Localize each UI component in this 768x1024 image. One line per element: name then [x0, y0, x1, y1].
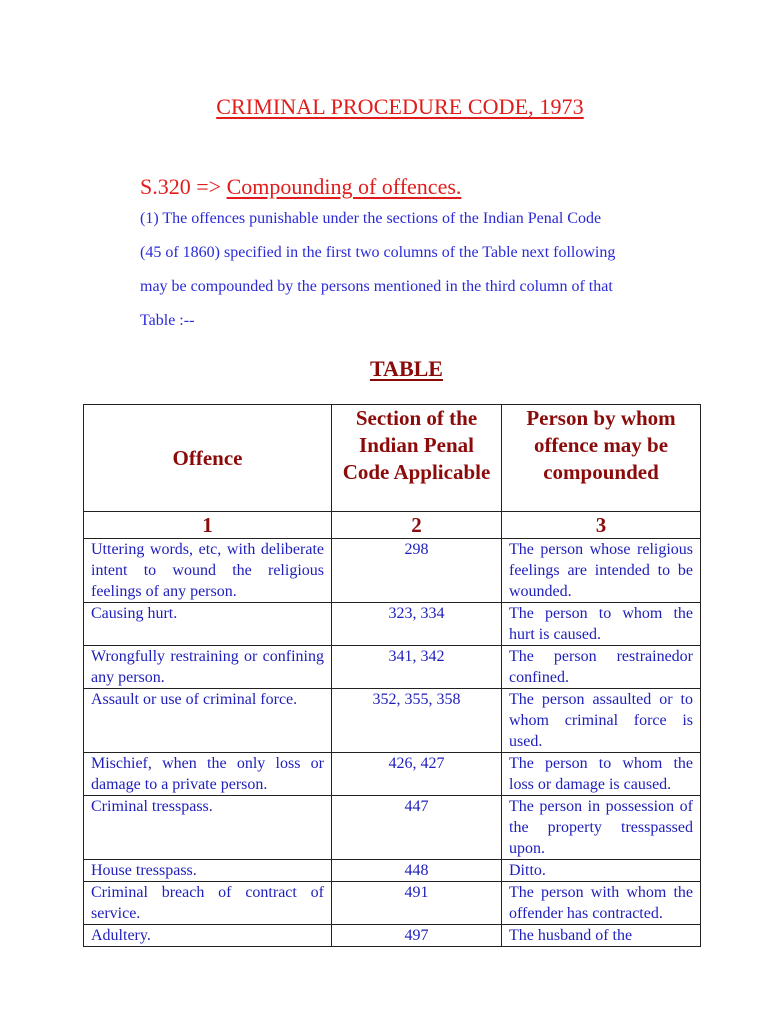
- column-number: 2: [332, 512, 502, 539]
- section-cell: 491: [332, 882, 502, 925]
- person-cell: The person to whom the hurt is caused.: [502, 603, 701, 646]
- person-cell-text: The husband of the: [509, 927, 633, 944]
- section-cell: 497: [332, 925, 502, 947]
- offence-cell: House tresspass.: [84, 860, 332, 882]
- person-cell: The person to whom the loss or damage is caused.: [502, 753, 701, 796]
- offence-cell: Assault or use of criminal force.: [84, 689, 332, 753]
- person-cell: The person assaulted or to whom criminal force is used.: [502, 689, 701, 753]
- offences-table: [83, 404, 701, 947]
- table-row: [84, 925, 701, 947]
- table-row: [84, 689, 701, 753]
- section-number: S.320 =>: [140, 174, 227, 199]
- paragraph-line: may be compounded by the persons mentioned in the third column of that: [140, 278, 613, 295]
- offence-cell: Criminal tresspass.: [84, 796, 332, 860]
- offence-cell: Mischief, when the only loss or damage to a private person.: [84, 753, 332, 796]
- section-heading: [140, 174, 461, 200]
- table-title: TABLE: [370, 356, 443, 381]
- column-number-row: [84, 512, 701, 539]
- offence-cell: Uttering words, etc, with deliberate intent to wound the religious feelings of any person.: [84, 539, 332, 603]
- offence-cell: Adultery.: [84, 925, 332, 947]
- document-title: CRIMINAL PROCEDURE CODE, 1973: [216, 94, 584, 119]
- header-section: Section of the Indian Penal Code Applicable: [332, 405, 502, 512]
- table-row: [84, 603, 701, 646]
- table-row: [84, 646, 701, 689]
- paragraph-line: (1) The offences punishable under the sections of the Indian Penal Code: [140, 210, 602, 227]
- section-cell: 447: [332, 796, 502, 860]
- table-row: [84, 860, 701, 882]
- table-row: [84, 539, 701, 603]
- paragraph-line: Table :--: [140, 312, 195, 329]
- person-cell: [502, 925, 701, 947]
- offence-cell: Criminal breach of contract of service.: [84, 882, 332, 925]
- person-cell: The person whose religious feelings are intended to be wounded.: [502, 539, 701, 603]
- section-cell: 298: [332, 539, 502, 603]
- section-cell: 448: [332, 860, 502, 882]
- column-number: 3: [502, 512, 701, 539]
- offence-cell: Causing hurt.: [84, 603, 332, 646]
- section-title: Compounding of offences.: [226, 174, 462, 199]
- section-cell: 323, 334: [332, 603, 502, 646]
- section-paragraph: [140, 202, 700, 338]
- header-offence: Offence: [84, 405, 332, 512]
- paragraph-line: (45 of 1860) specified in the first two columns of the Table next following: [140, 244, 616, 261]
- section-cell: 341, 342: [332, 646, 502, 689]
- person-cell: Ditto.: [502, 860, 701, 882]
- person-cell: The person with whom the offender has contracted.: [502, 882, 701, 925]
- table-row: [84, 753, 701, 796]
- person-cell: The person in possession of the property tresspassed upon.: [502, 796, 701, 860]
- section-cell: 352, 355, 358: [332, 689, 502, 753]
- header-person: Person by whom offence may be compounded: [502, 405, 701, 512]
- table-header-row: [84, 405, 701, 512]
- section-cell: 426, 427: [332, 753, 502, 796]
- person-cell: The person restrainedor confined.: [502, 646, 701, 689]
- table-row: [84, 882, 701, 925]
- offence-cell: Wrongfully restraining or confining any person.: [84, 646, 332, 689]
- table-row: [84, 796, 701, 860]
- column-number: 1: [84, 512, 332, 539]
